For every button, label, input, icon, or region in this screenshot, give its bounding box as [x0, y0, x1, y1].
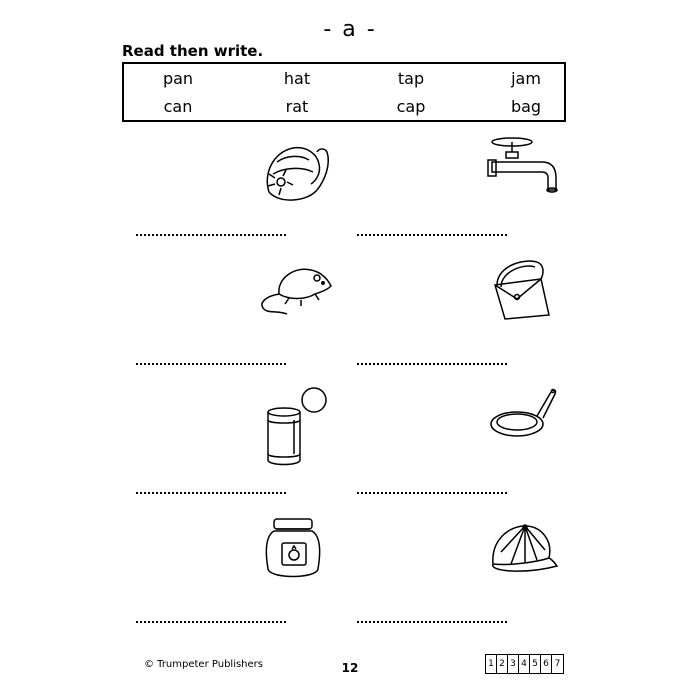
- tap-icon: [484, 134, 564, 196]
- level-scale: [485, 654, 564, 674]
- cap-icon: [487, 522, 559, 574]
- pan-icon: [487, 386, 559, 444]
- word-bank-box: [122, 62, 566, 122]
- level-scale-cell: 6: [541, 655, 552, 673]
- publisher-credit: © Trumpeter Publishers: [144, 659, 263, 670]
- word-bank-item: cap: [396, 97, 426, 116]
- word-bank-item: hat: [283, 69, 311, 88]
- page-number: 12: [341, 661, 359, 675]
- word-bank-item: pan: [162, 69, 194, 88]
- bag-icon: [487, 255, 555, 323]
- rat-icon: [255, 256, 337, 316]
- level-scale-cell: 5: [530, 655, 541, 673]
- word-bank-item: rat: [285, 97, 309, 116]
- page-title: - a -: [323, 17, 377, 42]
- answer-line[interactable]: [357, 363, 507, 365]
- level-scale-cell: 7: [554, 659, 561, 669]
- word-bank-item: can: [163, 97, 193, 116]
- word-bank-item: jam: [511, 69, 541, 88]
- word-bank-item: bag: [510, 97, 542, 116]
- answer-line[interactable]: [136, 234, 286, 236]
- answer-line[interactable]: [136, 363, 286, 365]
- jam-icon: [264, 517, 326, 583]
- answer-line[interactable]: [357, 234, 507, 236]
- answer-line[interactable]: [357, 492, 507, 494]
- instruction-text: Read then write.: [122, 42, 264, 60]
- hat-icon: [255, 138, 335, 206]
- answer-line[interactable]: [136, 492, 286, 494]
- answer-line[interactable]: [136, 621, 286, 623]
- can-icon: [264, 386, 330, 468]
- level-scale-cell: 1: [486, 655, 497, 673]
- level-scale-cell: 2: [497, 655, 508, 673]
- level-scale-cell: 3: [508, 655, 519, 673]
- answer-line[interactable]: [357, 621, 507, 623]
- level-scale-cell: 4: [519, 655, 530, 673]
- word-bank-item: tap: [397, 69, 425, 88]
